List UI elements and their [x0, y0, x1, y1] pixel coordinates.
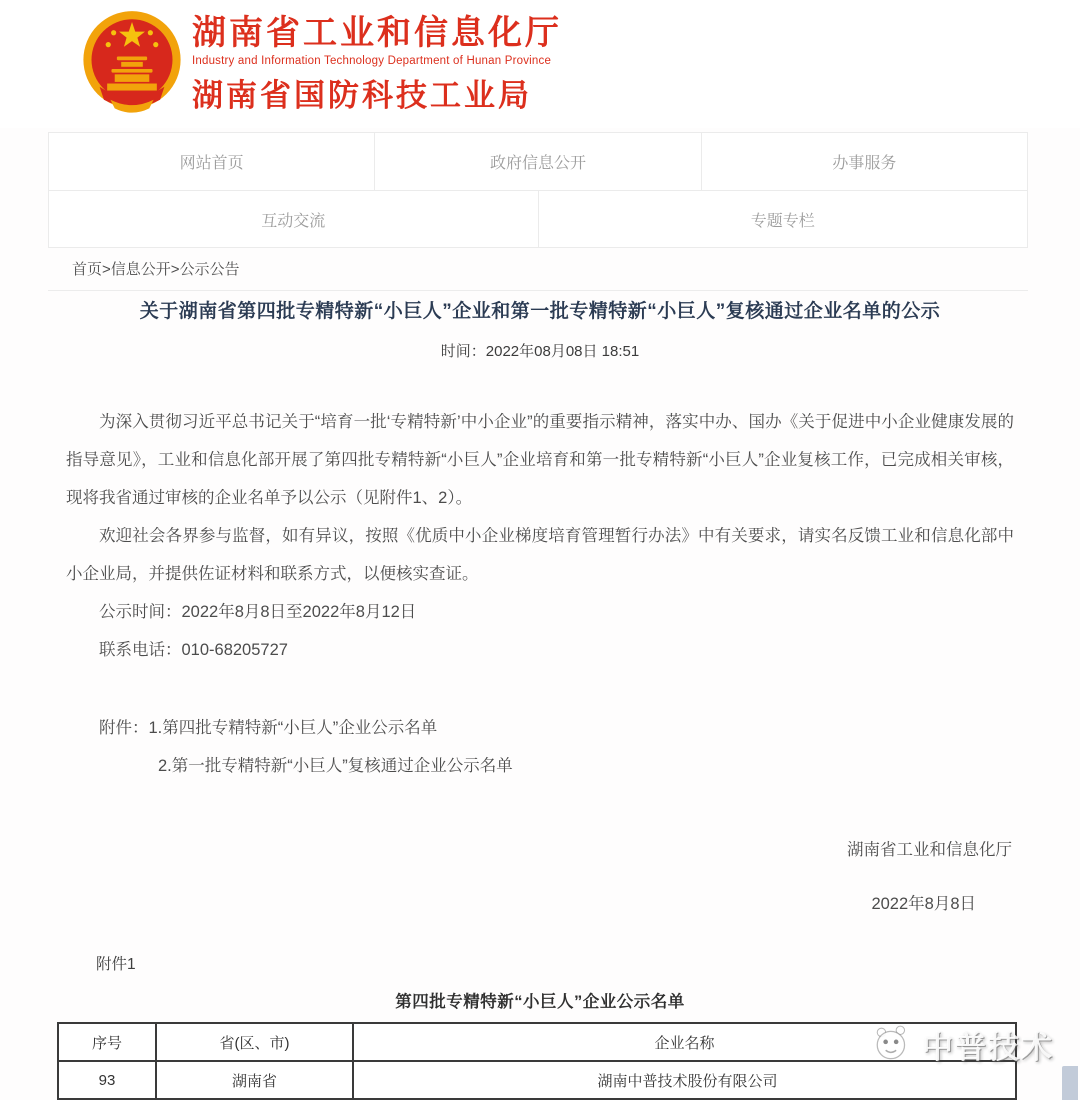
article-body — [66, 403, 1014, 923]
nav-row-2 — [49, 190, 1027, 247]
nav-item-home[interactable]: 网站首页 — [179, 155, 244, 172]
header-province: 省(区、市) — [156, 1023, 353, 1061]
header-seq: 序号 — [58, 1023, 156, 1061]
signature-date: 2022年8月8日 — [871, 895, 976, 913]
publish-time: 时间：2022年08月08日 18:51 — [440, 343, 640, 360]
attachment1-label: 附件1 — [96, 956, 136, 973]
nav-item-services[interactable]: 办事服务 — [701, 133, 1027, 190]
org-name-en: Industry and Information Technology Department of Hunan Province — [192, 55, 552, 68]
attachment-line-1: 附件：1.第四批专精特新“小巨人”企业公示名单 — [99, 719, 438, 737]
table-row — [58, 1061, 1016, 1099]
cell-company: 湖南中普技术股份有限公司 — [353, 1061, 1016, 1099]
nav-item-interaction[interactable]: 互动交流 — [261, 212, 326, 230]
attachment1-table-title: 第四批专精特新“小巨人”企业公示名单 — [395, 993, 685, 1011]
attachment-line-2: 2.第一批专精特新“小巨人”复核通过企业公示名单 — [158, 757, 513, 775]
contact-phone: 联系电话：010-68205727 — [99, 641, 288, 659]
publicity-period: 公示时间：2022年8月8日至2022年8月12日 — [99, 603, 417, 621]
watermark-text: 中普技术 — [922, 1030, 1054, 1065]
signature-org: 湖南省工业和信息化厅 — [847, 841, 1012, 859]
paragraph-1: 为深入贯彻习近平总书记关于“培育一批‘专精特新’中小企业”的重要指示精神，落实中办、国办《关于促进中小企业健康发展的指导意见》，工业和信息化部开展了第四批专精特新“小巨人”企业培育和第一批专精特新“小巨人”企业复核工作，已完成相关审核，现将我省通过审核的企业名单予以公示（见附件1、2）。 — [66, 413, 1014, 507]
page-title: 关于湖南省第四批专精特新“小巨人”企业和第一批专精特新“小巨人”复核通过企业名单的公示 — [139, 301, 941, 322]
paragraph-2: 欢迎社会各界参与监督，如有异议，按照《优质中小企业梯度培育管理暂行办法》中有关要求，请实名反馈工业和信息化部中小企业局，并提供佐证材料和联系方式，以便核实查证。 — [66, 527, 1014, 583]
cell-province: 湖南省 — [156, 1061, 353, 1099]
attachment1-table — [57, 1022, 1017, 1100]
nav-item-gov-info[interactable]: 政府信息公开 — [374, 133, 700, 190]
corner-strip — [1062, 1066, 1078, 1100]
table-header-row — [58, 1023, 1016, 1061]
signature-block — [66, 831, 1014, 923]
breadcrumb-bar — [48, 247, 1028, 291]
article — [66, 296, 1014, 923]
org-name-cn: 湖南省工业和信息化厅 — [192, 14, 562, 52]
cell-seq: 93 — [58, 1061, 156, 1099]
org-title-block — [192, 14, 562, 115]
breadcrumb[interactable]: 首页>信息公开>公示公告 — [72, 261, 240, 278]
header-company: 企业名称 — [353, 1023, 1016, 1061]
org-name-cn2: 湖南省国防科技工业局 — [192, 78, 532, 114]
national-emblem-icon — [78, 6, 186, 120]
nav-item-special-topics[interactable]: 专题专栏 — [538, 191, 1028, 247]
site-header — [0, 0, 1080, 128]
main-nav — [48, 132, 1028, 248]
nav-row-1 — [49, 133, 1027, 190]
